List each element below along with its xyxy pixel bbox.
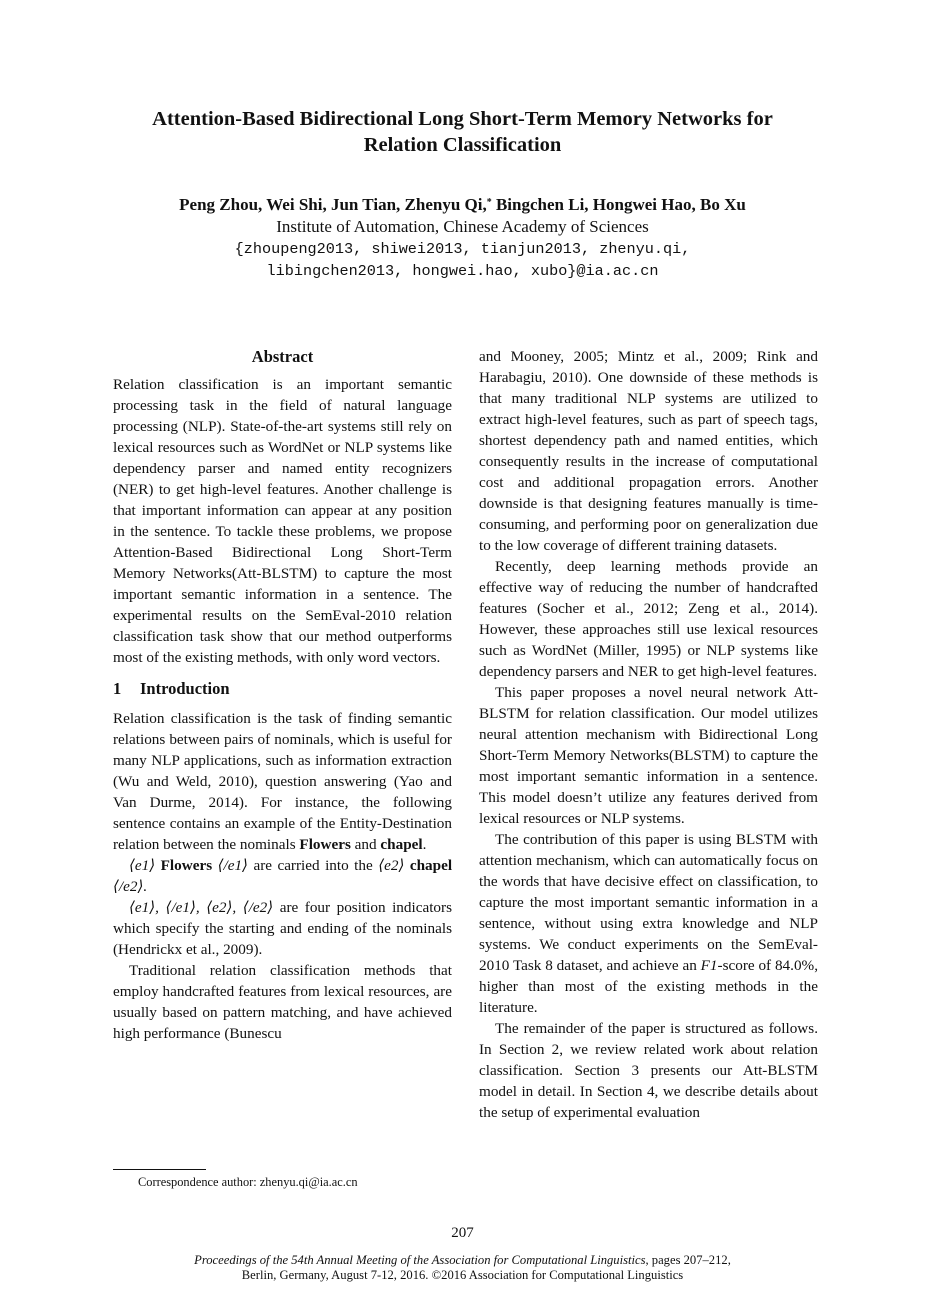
contribution-mid: -score of bbox=[717, 957, 775, 974]
email-line-2: libingchen2013, hongwei.hao, xubo}@ia.ac.cn bbox=[266, 262, 659, 280]
intro-p1-and: and bbox=[350, 836, 381, 853]
proceedings-venue: Proceedings of the 54th Annual Meeting of the Association for Computational Linguistics bbox=[194, 1253, 646, 1267]
intro-paragraph-3 bbox=[113, 897, 452, 960]
right-column bbox=[479, 346, 818, 1123]
section-number: 1 bbox=[113, 679, 122, 698]
position-indicator-tags: ⟨e1⟩, ⟨/e1⟩, ⟨e2⟩, ⟨/e2⟩ bbox=[129, 899, 274, 916]
authors-part-2: Bingchen Li, Hongwei Hao, Bo Xu bbox=[491, 195, 746, 214]
right-paragraph-1: and Mooney, 2005; Mintz et al., 2009; Rink and Harabagiu, 2010). One downside of these methods is that many traditional NLP systems are utilized to extract high-level features, such as part of speech tags, shortest dependency path and named entities, which consequently results in the increase of computational cost and additional propagation errors. Another downside is that designing features manually is time-consuming, and performing poor on generalization due to the low coverage of different training datasets. bbox=[479, 348, 818, 554]
tag-e2-close: ⟨/e2⟩. bbox=[113, 878, 148, 895]
tag-e1-open: ⟨e1⟩ bbox=[129, 857, 156, 874]
footnote-rule bbox=[113, 1169, 206, 1170]
author-names bbox=[60, 194, 865, 216]
affiliation: Institute of Automation, Chinese Academy of Sciences bbox=[276, 217, 649, 236]
intro-paragraph-1 bbox=[113, 708, 452, 855]
abstract-text: Relation classification is an important semantic processing task in the field of natural language processing (NLP). State-of-the-art systems still rely on lexical resources such as WordNet or NLP systems like dependency parser and named entity recognizers (NER) to get high-level features. Another challenge is that important information can appear at any position in the sentence. To tackle these problems, we propose Attention-Based Bidirectional Long Short-Term Memory Networks(Att-BLSTM) to capture the most important semantic information in a sentence. The experimental results on the SemEval-2010 relation classification task show that our method outperforms most of the existing methods, with only word vectors. bbox=[113, 376, 452, 666]
paper-title bbox=[60, 106, 865, 158]
author-block bbox=[60, 194, 865, 282]
proceedings-line-1 bbox=[0, 1253, 925, 1268]
f1-symbol: F1 bbox=[700, 957, 718, 974]
f1-score-value: 84.0% bbox=[774, 957, 815, 974]
section-title: Introduction bbox=[140, 679, 230, 698]
intro-p3-text: are four position indicators which specify the starting and ending of the nominals (Hendrickx et al., 2009). bbox=[113, 899, 452, 958]
page-number: 207 bbox=[451, 1225, 474, 1241]
tag-e1-close: ⟨/e1⟩ bbox=[217, 857, 248, 874]
right-paragraph-4 bbox=[479, 829, 818, 1018]
nominal-chapel: chapel bbox=[380, 836, 423, 853]
correspondence-mark: * bbox=[486, 197, 492, 208]
left-column bbox=[113, 346, 452, 1044]
tag-e2-open: ⟨e2⟩ bbox=[378, 857, 405, 874]
section-heading-introduction bbox=[113, 678, 452, 700]
proceedings-footer bbox=[0, 1253, 925, 1283]
abstract-heading: Abstract bbox=[251, 347, 314, 366]
intro-paragraph-4: Traditional relation classification methods that employ handcrafted features from lexical resources, are usually based on pattern matching, and have achieved high performance (Bunescu bbox=[113, 962, 452, 1042]
contribution-text: The contribution of this paper is using BLSTM with attention mechanism, which can automatically focus on the words that have decisive effect on classification, to capture the most important semantic information in a sentence, without using extra knowledge and NLP systems. We conduct experiments on the SemEval-2010 Task 8 dataset, and achieve an bbox=[479, 831, 818, 974]
example-flowers: Flowers bbox=[160, 857, 213, 874]
nominal-flowers: Flowers bbox=[299, 836, 351, 853]
authors-part-1: Peng Zhou, Wei Shi, Jun Tian, Zhenyu Qi, bbox=[179, 195, 487, 214]
title-line-1: Attention-Based Bidirectional Long Short-Term Memory Networks for bbox=[152, 108, 773, 130]
proceedings-pages: , pages 207–212, bbox=[645, 1253, 731, 1267]
right-paragraph-2: Recently, deep learning methods provide an effective way of reducing the number of handcrafted features (Socher et al., 2012; Zeng et al., 2014). However, these approaches still use lexical resources such as WordNet (Miller, 1995) or NLP systems like dependency parsers and NER to get high-level features. bbox=[479, 558, 818, 680]
right-paragraph-3: This paper proposes a novel neural network Att-BLSTM for relation classification. Our model utilizes neural attention mechanism with Bidirectional Long Short-Term Memory Networks(BLSTM) to capture the most important semantic information in a sentence. This model doesn’t utilize any features derived from lexical resources or NLP systems. bbox=[479, 684, 818, 827]
intro-p1-text: Relation classification is the task of finding semantic relations between pairs of nominals, which is useful for many NLP applications, such as information extraction (Wu and Weld, 2010), question answering (Yao and Van Durme, 2014). For instance, the following sentence contains an example of the Entity-Destination relation between the nominals bbox=[113, 710, 452, 853]
example-middle: are carried into the bbox=[253, 857, 373, 874]
footnote: Correspondence author: zhenyu.qi@ia.ac.cn bbox=[138, 1175, 358, 1189]
intro-p1-end: . bbox=[422, 836, 427, 853]
example-chapel: chapel bbox=[409, 857, 453, 874]
proceedings-line-2: Berlin, Germany, August 7-12, 2016. ©2016 Association for Computational Linguistics bbox=[241, 1268, 684, 1282]
example-sentence bbox=[113, 855, 452, 897]
title-line-2: Relation Classification bbox=[363, 134, 562, 156]
contribution-end: , higher than most of the existing methods in the literature. bbox=[479, 957, 818, 1016]
email-line-1: {zhoupeng2013, shiwei2013, tianjun2013, zhenyu.qi, bbox=[234, 240, 691, 258]
right-paragraph-5: The remainder of the paper is structured as follows. In Section 2, we review related work about relation classification. Section 3 presents our Att-BLSTM model in detail. In Section 4, we describe details about the setup of experimental evaluation bbox=[479, 1020, 818, 1121]
